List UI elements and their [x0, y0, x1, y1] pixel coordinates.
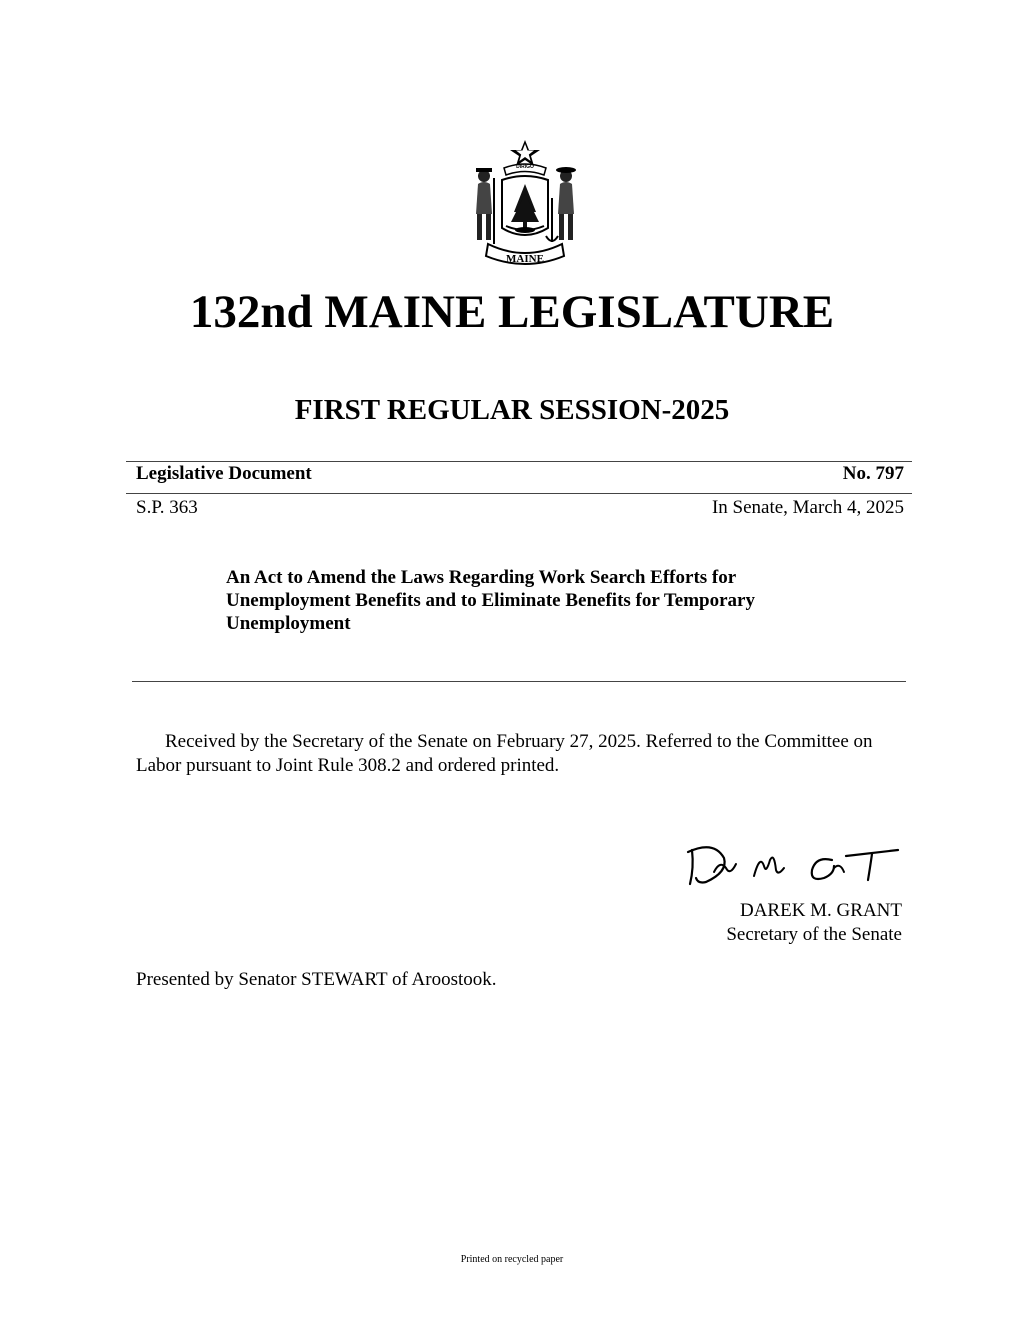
sponsor-line: Presented by Senator STEWART of Aroostook. [136, 969, 497, 990]
signature-block [726, 899, 902, 947]
act-title-line: An Act to Amend the Laws Regarding Work Search Efforts for [226, 567, 737, 588]
maine-state-seal [466, 138, 584, 272]
act-title-line: Unemployment [226, 613, 351, 634]
seal-motto-text: DIRIGO [516, 164, 534, 170]
sp-number: S.P. 363 [136, 497, 198, 518]
document-number: No. 797 [842, 463, 904, 484]
signer-title: Secretary of the Senate [726, 924, 902, 945]
senate-info-row [136, 496, 904, 520]
senate-date: In Senate, March 4, 2025 [711, 497, 904, 518]
act-title-line: Unemployment Benefits and to Eliminate Benefits for Temporary [226, 590, 755, 611]
secretary-signature [684, 838, 906, 894]
document-label-row [136, 462, 904, 486]
document-label: Legislative Document [136, 463, 312, 484]
seal-banner-text: MAINE [506, 253, 544, 265]
act-title [226, 566, 826, 635]
signer-name: DAREK M. GRANT [739, 900, 902, 921]
footer-note: Printed on recycled paper [460, 1254, 564, 1265]
title-separator-rule [132, 681, 906, 682]
legislature-title: 132nd MAINE LEGISLATURE [189, 286, 835, 338]
session-title: FIRST REGULAR SESSION-2025 [294, 394, 730, 426]
header-bottom-rule [126, 493, 912, 494]
referral-paragraph: Received by the Secretary of the Senate on February 27, 2025. Referred to the Committee on Labor pursuant to Joint Rule 308.2 and ordered printed. [136, 731, 873, 776]
